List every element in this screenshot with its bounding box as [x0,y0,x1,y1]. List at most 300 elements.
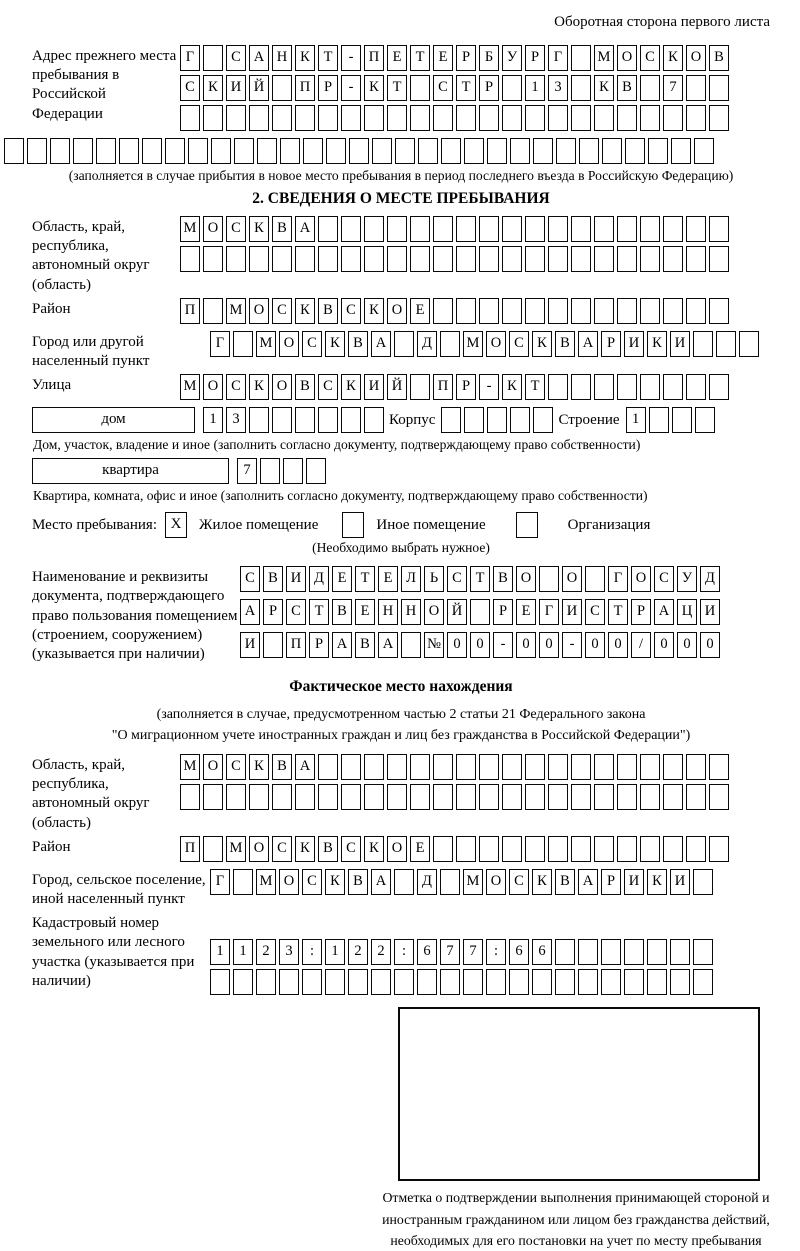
char-box[interactable]: С [509,331,529,357]
char-box[interactable] [410,75,430,101]
char-box[interactable] [571,298,591,324]
char-box[interactable]: 2 [256,939,276,965]
char-box[interactable] [571,754,591,780]
char-box[interactable]: Г [180,45,200,71]
char-box[interactable] [233,331,253,357]
char-box[interactable] [502,216,522,242]
char-box[interactable] [418,138,438,164]
char-box[interactable]: С [272,836,292,862]
char-box[interactable]: Р [263,599,283,625]
char-box[interactable] [548,374,568,400]
char-box[interactable] [594,216,614,242]
char-box[interactable]: / [631,632,651,658]
char-box[interactable]: 1 [525,75,545,101]
char-box[interactable]: : [302,939,322,965]
char-box[interactable]: А [295,754,315,780]
char-box[interactable]: М [180,754,200,780]
char-box[interactable] [579,138,599,164]
char-box[interactable] [663,105,683,131]
char-box[interactable]: С [302,331,322,357]
char-box[interactable]: К [502,374,522,400]
char-box[interactable]: 0 [585,632,605,658]
char-box[interactable]: К [532,331,552,357]
checkbox-zhiloe[interactable]: X [165,512,187,538]
char-box[interactable] [548,836,568,862]
char-box[interactable] [555,969,575,995]
char-box[interactable]: Т [355,566,375,592]
char-box[interactable]: К [203,75,223,101]
char-box[interactable] [548,216,568,242]
char-box[interactable]: С [318,374,338,400]
char-box[interactable] [539,566,559,592]
char-box[interactable]: О [686,45,706,71]
char-box[interactable] [326,138,346,164]
char-box[interactable] [686,784,706,810]
char-box[interactable] [263,632,283,658]
char-box[interactable] [617,754,637,780]
char-box[interactable] [686,298,706,324]
char-box[interactable]: К [249,216,269,242]
char-box[interactable]: 0 [539,632,559,658]
char-box[interactable] [279,969,299,995]
stroenie-cells[interactable] [626,407,718,428]
char-box[interactable]: В [348,869,368,895]
char-box[interactable] [640,374,660,400]
char-box[interactable]: Е [410,298,430,324]
char-box[interactable]: К [364,75,384,101]
char-box[interactable]: М [463,869,483,895]
char-box[interactable]: С [226,45,246,71]
checkbox-inoe[interactable] [342,512,364,538]
char-box[interactable] [502,784,522,810]
char-box[interactable] [410,784,430,810]
char-box[interactable]: К [295,298,315,324]
char-box[interactable]: Т [410,45,430,71]
char-box[interactable] [486,969,506,995]
char-box[interactable]: И [286,566,306,592]
char-box[interactable] [364,407,384,433]
char-box[interactable] [617,784,637,810]
char-box[interactable]: М [226,836,246,862]
char-box[interactable]: И [562,599,582,625]
char-box[interactable] [318,246,338,272]
char-box[interactable] [693,869,713,895]
char-box[interactable] [647,939,667,965]
char-box[interactable] [283,458,303,484]
char-box[interactable]: В [555,331,575,357]
char-box[interactable]: Г [210,331,230,357]
char-box[interactable]: О [279,331,299,357]
char-box[interactable]: А [332,632,352,658]
char-box[interactable] [479,754,499,780]
char-box[interactable]: С [286,599,306,625]
char-box[interactable]: Т [309,599,329,625]
char-box[interactable]: М [180,374,200,400]
char-box[interactable]: К [364,836,384,862]
char-box[interactable] [594,246,614,272]
char-box[interactable] [617,298,637,324]
char-box[interactable] [188,138,208,164]
char-box[interactable] [716,331,736,357]
char-box[interactable] [571,45,591,71]
char-box[interactable] [249,407,269,433]
char-box[interactable] [479,784,499,810]
char-box[interactable]: Д [417,331,437,357]
char-box[interactable]: 2 [348,939,368,965]
char-box[interactable] [456,105,476,131]
char-box[interactable] [456,246,476,272]
char-box[interactable] [387,754,407,780]
char-box[interactable] [119,138,139,164]
char-box[interactable]: В [709,45,729,71]
char-box[interactable] [410,246,430,272]
char-box[interactable] [233,869,253,895]
char-box[interactable]: Е [332,566,352,592]
char-box[interactable]: Г [548,45,568,71]
char-box[interactable]: Н [272,45,292,71]
char-box[interactable] [318,407,338,433]
char-box[interactable]: Е [410,836,430,862]
char-box[interactable] [594,105,614,131]
char-box[interactable]: Й [249,75,269,101]
char-box[interactable] [4,138,24,164]
char-box[interactable] [348,969,368,995]
char-box[interactable] [318,784,338,810]
char-box[interactable] [410,216,430,242]
char-box[interactable]: О [424,599,444,625]
char-box[interactable]: К [532,869,552,895]
char-box[interactable]: М [256,331,276,357]
char-box[interactable]: Р [456,45,476,71]
char-box[interactable] [479,105,499,131]
char-box[interactable] [210,969,230,995]
char-box[interactable]: С [240,566,260,592]
char-box[interactable]: А [295,216,315,242]
char-box[interactable]: 0 [677,632,697,658]
char-box[interactable]: 7 [237,458,257,484]
char-box[interactable] [295,246,315,272]
char-box[interactable]: К [594,75,614,101]
char-box[interactable]: С [226,754,246,780]
char-box[interactable]: 7 [663,75,683,101]
char-box[interactable] [709,216,729,242]
char-box[interactable] [617,246,637,272]
prev-address-row-4[interactable] [4,138,770,165]
prev-address-row-1[interactable] [180,45,770,72]
char-box[interactable] [456,754,476,780]
char-box[interactable]: Е [387,45,407,71]
char-box[interactable] [364,216,384,242]
char-box[interactable] [686,836,706,862]
char-box[interactable] [578,939,598,965]
char-box[interactable] [571,246,591,272]
char-box[interactable] [50,138,70,164]
char-box[interactable] [180,784,200,810]
char-box[interactable] [571,216,591,242]
char-box[interactable] [456,298,476,324]
char-box[interactable] [502,105,522,131]
fact-kadastr-row-2[interactable] [210,969,770,996]
char-box[interactable] [341,105,361,131]
char-box[interactable] [709,298,729,324]
char-box[interactable] [487,138,507,164]
char-box[interactable]: К [325,869,345,895]
char-box[interactable]: О [272,374,292,400]
char-box[interactable]: А [378,632,398,658]
char-box[interactable] [142,138,162,164]
char-box[interactable] [318,216,338,242]
char-box[interactable]: И [624,869,644,895]
char-box[interactable]: Н [378,599,398,625]
fact-gorod-row[interactable] [210,869,770,896]
char-box[interactable]: И [240,632,260,658]
char-box[interactable] [387,105,407,131]
char-box[interactable]: Р [601,869,621,895]
char-box[interactable] [180,246,200,272]
char-box[interactable] [695,407,715,433]
char-box[interactable] [640,298,660,324]
char-box[interactable]: К [325,331,345,357]
char-box[interactable] [295,407,315,433]
char-box[interactable] [456,784,476,810]
char-box[interactable] [709,784,729,810]
checkbox-org[interactable] [516,512,538,538]
char-box[interactable]: Ь [424,566,444,592]
char-box[interactable]: О [486,331,506,357]
char-box[interactable] [585,566,605,592]
char-box[interactable]: В [318,298,338,324]
char-box[interactable] [594,784,614,810]
char-box[interactable] [464,407,484,433]
char-box[interactable]: С [341,836,361,862]
char-box[interactable]: - [493,632,513,658]
char-box[interactable] [394,869,414,895]
char-box[interactable] [672,407,692,433]
char-box[interactable]: С [433,75,453,101]
char-box[interactable] [594,836,614,862]
char-box[interactable] [525,754,545,780]
char-box[interactable] [648,138,668,164]
char-box[interactable]: У [502,45,522,71]
fact-raion-row[interactable] [180,836,770,863]
char-box[interactable]: Й [387,374,407,400]
document-row-2[interactable] [240,599,770,626]
char-box[interactable]: Б [479,45,499,71]
char-box[interactable] [440,331,460,357]
char-box[interactable]: В [355,632,375,658]
char-box[interactable] [203,784,223,810]
char-box[interactable]: Т [608,599,628,625]
char-box[interactable] [663,754,683,780]
char-box[interactable] [663,216,683,242]
ulitsa-row[interactable] [180,374,770,401]
char-box[interactable] [401,632,421,658]
char-box[interactable] [180,105,200,131]
char-box[interactable] [203,298,223,324]
dom-cells[interactable] [203,407,387,428]
char-box[interactable]: 7 [440,939,460,965]
dom-type-box[interactable]: дом [32,407,195,433]
char-box[interactable]: 1 [325,939,345,965]
char-box[interactable] [211,138,231,164]
char-box[interactable]: А [578,331,598,357]
char-box[interactable]: Е [516,599,536,625]
fact-kadastr-row-1[interactable] [210,939,770,966]
char-box[interactable] [594,754,614,780]
char-box[interactable] [394,331,414,357]
char-box[interactable]: Р [318,75,338,101]
char-box[interactable]: О [249,836,269,862]
char-box[interactable]: Т [525,374,545,400]
char-box[interactable] [479,246,499,272]
char-box[interactable]: К [647,869,667,895]
char-box[interactable]: О [387,298,407,324]
char-box[interactable]: В [263,566,283,592]
char-box[interactable] [387,246,407,272]
char-box[interactable] [525,298,545,324]
char-box[interactable] [364,246,384,272]
char-box[interactable]: М [226,298,246,324]
char-box[interactable] [670,939,690,965]
char-box[interactable] [440,969,460,995]
char-box[interactable]: А [240,599,260,625]
char-box[interactable] [249,105,269,131]
char-box[interactable]: 0 [470,632,490,658]
char-box[interactable] [341,784,361,810]
char-box[interactable] [433,784,453,810]
char-box[interactable]: - [479,374,499,400]
char-box[interactable]: И [624,331,644,357]
char-box[interactable]: С [640,45,660,71]
char-box[interactable]: Ц [677,599,697,625]
char-box[interactable] [739,331,759,357]
char-box[interactable]: О [203,216,223,242]
char-box[interactable] [510,407,530,433]
char-box[interactable] [272,105,292,131]
char-box[interactable] [640,246,660,272]
char-box[interactable] [594,298,614,324]
char-box[interactable]: Н [401,599,421,625]
char-box[interactable] [479,298,499,324]
char-box[interactable]: О [486,869,506,895]
char-box[interactable] [709,836,729,862]
char-box[interactable] [578,969,598,995]
char-box[interactable]: О [203,374,223,400]
char-box[interactable]: В [272,754,292,780]
char-box[interactable] [410,754,430,780]
char-box[interactable] [686,75,706,101]
char-box[interactable] [556,138,576,164]
char-box[interactable]: К [364,298,384,324]
char-box[interactable] [548,246,568,272]
char-box[interactable]: 6 [417,939,437,965]
char-box[interactable] [341,246,361,272]
char-box[interactable]: Д [700,566,720,592]
char-box[interactable]: А [371,869,391,895]
char-box[interactable]: - [341,45,361,71]
char-box[interactable] [533,138,553,164]
char-box[interactable] [302,969,322,995]
char-box[interactable] [249,246,269,272]
char-box[interactable] [364,784,384,810]
char-box[interactable]: О [631,566,651,592]
char-box[interactable] [433,754,453,780]
char-box[interactable]: 1 [626,407,646,433]
raion-row[interactable] [180,298,770,325]
char-box[interactable]: О [203,754,223,780]
char-box[interactable] [693,939,713,965]
char-box[interactable] [463,969,483,995]
char-box[interactable] [502,298,522,324]
char-box[interactable] [303,138,323,164]
char-box[interactable]: № [424,632,444,658]
char-box[interactable] [470,599,490,625]
char-box[interactable]: К [647,331,667,357]
char-box[interactable] [410,105,430,131]
char-box[interactable]: А [249,45,269,71]
char-box[interactable] [571,75,591,101]
char-box[interactable]: 6 [509,939,529,965]
char-box[interactable] [640,105,660,131]
char-box[interactable] [502,836,522,862]
char-box[interactable] [663,374,683,400]
char-box[interactable] [96,138,116,164]
char-box[interactable] [433,105,453,131]
char-box[interactable]: М [180,216,200,242]
char-box[interactable] [226,105,246,131]
char-box[interactable]: Д [309,566,329,592]
char-box[interactable] [532,969,552,995]
char-box[interactable] [364,754,384,780]
char-box[interactable]: С [585,599,605,625]
char-box[interactable] [640,836,660,862]
char-box[interactable] [203,836,223,862]
char-box[interactable] [694,138,714,164]
char-box[interactable] [594,374,614,400]
char-box[interactable] [27,138,47,164]
char-box[interactable]: И [364,374,384,400]
char-box[interactable] [617,836,637,862]
char-box[interactable]: Т [318,45,338,71]
char-box[interactable] [693,331,713,357]
char-box[interactable]: : [394,939,414,965]
char-box[interactable] [502,75,522,101]
char-box[interactable] [280,138,300,164]
char-box[interactable]: В [555,869,575,895]
char-box[interactable]: 6 [532,939,552,965]
char-box[interactable] [395,138,415,164]
char-box[interactable] [548,298,568,324]
char-box[interactable]: М [256,869,276,895]
document-row-1[interactable] [240,566,770,593]
char-box[interactable] [601,969,621,995]
char-box[interactable]: О [249,298,269,324]
char-box[interactable]: Р [601,331,621,357]
char-box[interactable]: С [447,566,467,592]
char-box[interactable] [341,754,361,780]
char-box[interactable] [364,105,384,131]
char-box[interactable]: Е [433,45,453,71]
char-box[interactable] [341,407,361,433]
char-box[interactable] [617,105,637,131]
char-box[interactable] [640,754,660,780]
char-box[interactable]: Г [210,869,230,895]
char-box[interactable] [387,784,407,810]
char-box[interactable]: К [249,374,269,400]
char-box[interactable] [509,969,529,995]
char-box[interactable]: В [272,216,292,242]
char-box[interactable]: О [387,836,407,862]
